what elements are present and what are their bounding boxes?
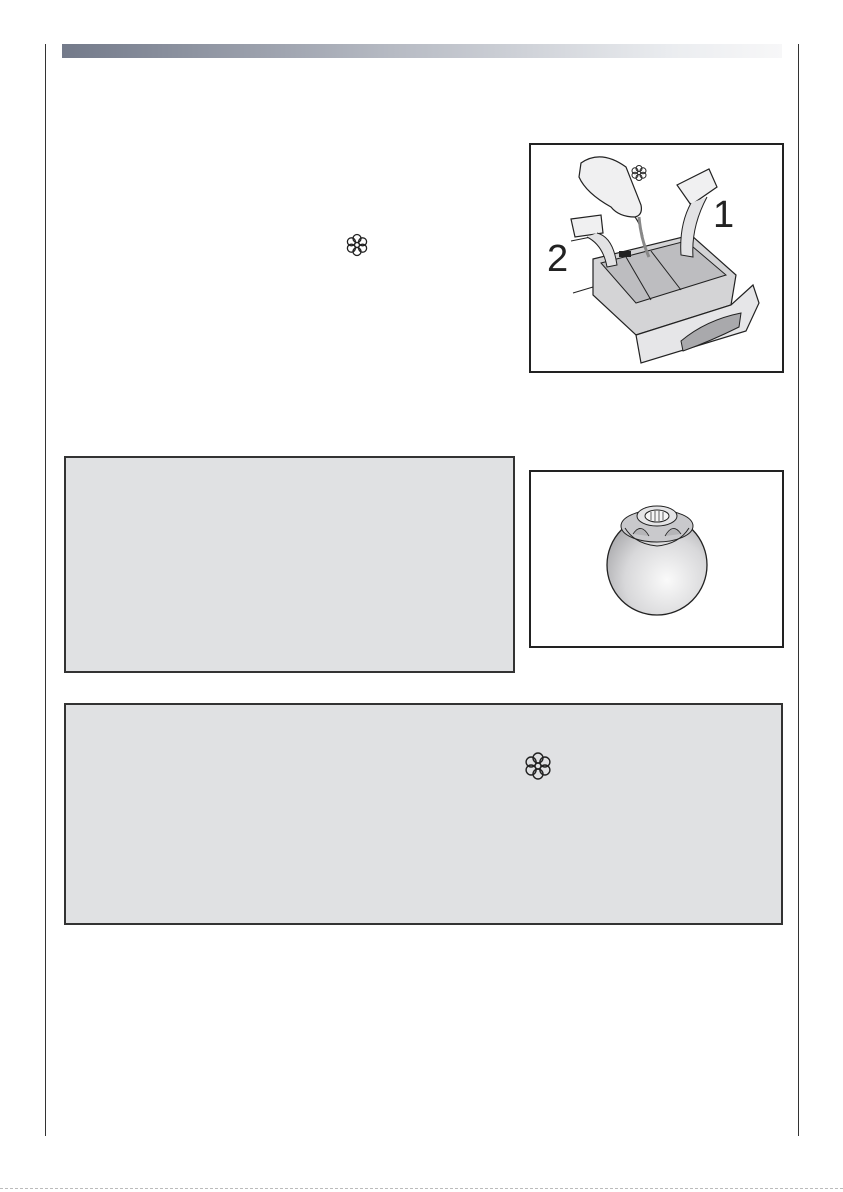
label-compartment-1: 1 [713, 194, 735, 236]
flower-icon [632, 166, 646, 181]
dosing-ball-figure [529, 470, 784, 648]
note-box-1 [64, 456, 515, 673]
page-bottom-dashes [0, 1188, 843, 1189]
label-compartment-2: 2 [547, 238, 569, 280]
left-margin-rule [45, 44, 46, 1136]
right-margin-rule [798, 44, 799, 1136]
header-bar [62, 44, 782, 58]
drawer-icon [571, 235, 759, 363]
note-box-2 [64, 703, 783, 925]
dispenser-figure [529, 143, 784, 373]
flower-icon [521, 749, 555, 783]
flower-icon [343, 231, 371, 259]
dosing-ball-icon [607, 506, 707, 615]
